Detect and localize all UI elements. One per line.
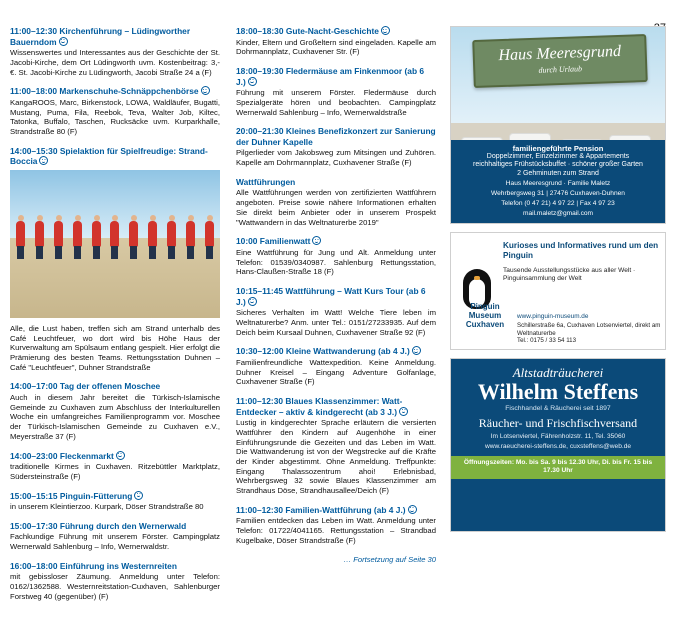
ad-sign (472, 34, 648, 88)
event-entry (10, 521, 220, 552)
event-entry (236, 505, 436, 546)
ad-line-5: Im Lotsenviertel, Fährenholzstr. 11, Tel. 35060 (490, 433, 626, 440)
ad-line-2: reichhaltiges Frühstücksbuffet · schöner großer Garten (473, 161, 643, 168)
event-title: 10:15–11:45 Wattführung – Watt Kurs Tour (ab 6 J.) (236, 286, 426, 307)
event-text: in unserem Kleintierzoo. Kurpark, Döser Strandstraße 80 (10, 502, 204, 512)
smiley-icon (248, 297, 257, 306)
ad-haus-meeresgrund[interactable] (450, 26, 666, 224)
event-entry (236, 26, 436, 57)
event-text: KangaROOS, Marc, Birkenstock, LOWA, Waldläufer, Bugatti, Mustang, Puma, Fila, Reebok, Teva, Walter Job, Kiltec, Tatonka, Buffalo, Taschen, Rucksäcke uvm. Kurparkhalle, Strandstraße 80 (F) (10, 97, 220, 136)
event-text: Auch in diesem Jahr bereitet die Türkisch-Islamische Gemeinde zu Cuxhaven zum Abschluss der Interkulturellen Woche ein umfangreiches Familienprogramm vor. Moschee der Türkisch-Islamischen Gemeinde zu Cuxhaven e.V., Meyerstraße 37 (F) (10, 393, 220, 441)
event-text: Kinder, Eltern und Großeltern sind eingeladen. Kapelle am Dohrmannplatz, Cuxhavener Str. (F) (236, 37, 436, 57)
event-title: 14:00–15:30 Spielaktion für Spielfreudige: Strand-Boccia (10, 145, 208, 167)
ad-website[interactable]: www.pinguin-museum.de (517, 313, 589, 320)
column-left (10, 26, 220, 611)
event-entry (236, 286, 436, 337)
ad-line-1: Doppelzimmer, Einzelzimmer & Appartements (486, 152, 630, 160)
section-text: Alle Wattführungen werden von zertifizierten Wattführern angeboten. Preise sowie nähere Informationen erhalten Sie direkt beim Anbieter oder in unserem Prospekt "Wattwandern in das Weltnaturerbe 2019" (236, 188, 436, 227)
event-text: Fachkundige Führung mit unserem Förster. Campingplatz Wernerwald Sahlenburg – Info, Wernerwaldstr. (10, 532, 220, 552)
event-entry (236, 396, 436, 496)
smiley-icon (248, 77, 257, 86)
smiley-icon (134, 491, 143, 500)
ad-sign-subtitle: durch Urlaub (538, 64, 583, 75)
person-figure (14, 221, 27, 259)
ad-text-box (451, 140, 665, 224)
event-title: 14:00–23:00 Fleckenmarkt (10, 451, 220, 462)
person-figure (146, 221, 159, 259)
person-figure (203, 221, 216, 259)
person-figure (108, 221, 121, 259)
ad-subtitle: Tausende Ausstellungsstücke aus aller Welt · Pinguinsammlung der Welt (503, 267, 636, 282)
event-entry (10, 86, 220, 136)
event-title: 11:00–12:30 Familien-Wattführung (ab 4 J.) (236, 505, 436, 516)
smiley-icon (408, 505, 417, 514)
ad-subtitle: familiengeführte Pension (512, 143, 604, 153)
ad-sign-title: Haus Meeresgrund (498, 42, 622, 65)
event-text: Familien entdecken das Leben im Watt. Anmeldung unter Telefon: 01722/4041165. Rettungsstation – Strandbad Kugelbake, Döser Strandstraße (F) (236, 516, 436, 545)
beach-photo (10, 170, 220, 318)
event-entry (10, 561, 220, 602)
ad-owner: Haus Meeresgrund · Familie Maletz (505, 180, 611, 187)
ad-line-1: Altstadträucherei (512, 365, 604, 380)
smiley-icon (59, 37, 68, 46)
event-text: mit gebissloser Zäumung. Anmeldung unter Telefon: 0162/1362588. Westernreitstation-Cuxhaven, Sahlenburger Forstweg 40 (gegenüber) (F) (10, 572, 220, 601)
column-right-ads (450, 26, 666, 540)
event-text: Familienfreundliche Wattexpedition. Keine Anmeldung. Duhner Kreisel – Eingang Adventure Golfanlage, Cuxhavener Straße (F) (236, 357, 436, 387)
event-text: Führung mit unserem Förster. Fledermäuse durch Spezialgeräte hören und beobachten. Campingplatz Wernerwald Sahlenburg – Info, Wernerwaldstraße (236, 88, 436, 117)
event-entry (10, 451, 220, 482)
section-title: Wattführungen (236, 176, 296, 187)
photo-people-row (10, 214, 220, 258)
event-text: Lustig in kindgerechter Sprache erläutern die versierten Wattführer den Kindern auf Augenhöhe in einer Einführungsrunde die Gezeiten und das Leben im Watt. Die Wattwanderung ist von der Wegstrecke auf die Kräfte der Kinder abgestimmt. Ohne Anmeldung. Treffpunkte: Eingang Thalassozentrum ahoi! Erlebnisbad, Wehrbergsweg 32 sowie Blaues Klassenzimmer am Strandhaus Döse, Strandhausallee/Deich (F) (236, 418, 436, 496)
person-figure (184, 221, 197, 259)
event-title: 11:00–18:00 Markenschuhe-Schnäppchenbörse (10, 86, 220, 97)
event-title: 18:00–18:30 Gute-Nacht-Geschichte (236, 26, 436, 37)
event-title: 20:00–21:30 Kleines Benefizkonzert zur Sanierung der Duhner Kapelle (236, 126, 436, 147)
event-title: 10:30–12:00 Kleine Wattwanderung (ab 4 J.) (236, 346, 436, 357)
event-text: Eine Wattführung für Jung und Alt. Anmeldung unter Telefon: 01539/0340987. Sahlenburg Rettungsstation, Hans-Claußen-Straße 18 (F) (236, 247, 436, 277)
event-text: Wissenswertes und Interessantes aus der Geschichte der St. Jacobi-Kirche, dem Ort Lüdingworth uvm. Kostenbeitrag: 3,- €. St. Jacobi-Kirche zu Lüdingworth, Jacobi Straße 24 a (F) (10, 48, 220, 77)
ad-phone: Tel.: 0175 / 33 54 113 (517, 337, 577, 345)
event-entry (236, 236, 436, 277)
ad-line-3: Fischhandel & Räucherei seit 1897 (505, 405, 611, 412)
event-title: 15:00–17:30 Führung durch den Wernerwald (10, 520, 187, 531)
smiley-icon (399, 407, 408, 416)
ad-museum-name: Pinguin Museum Cuxhaven (465, 302, 505, 329)
event-title: 10:00 Familienwatt (236, 236, 436, 247)
ad-pinguin-museum[interactable] (450, 232, 666, 350)
ad-mail[interactable]: mail.maletz@gmail.com (522, 210, 594, 217)
person-figure (90, 221, 103, 259)
ad-website[interactable]: www.raeucherei-steffens.de, cuxsteffens@web.de (484, 443, 632, 451)
event-entry (10, 491, 220, 512)
smiley-icon (116, 451, 125, 460)
smiley-icon (381, 26, 390, 35)
smiley-icon (412, 346, 421, 355)
ad-altstadtraeucherei[interactable] (450, 358, 666, 532)
ad-phone: Telefon (0 47 21) 4 97 22 | Fax 4 97 23 (501, 200, 615, 207)
event-text: Sicheres Verhalten im Watt! Welche Tiere leben im Weltnaturerbe? Anm. unter Tel.: 0151/27233935. Auf dem Deich beim Kursaal Duhnen, Cuxhavener Straße 92 (F) (236, 308, 436, 337)
person-figure (71, 221, 84, 259)
event-title: 16:00–18:00 Einführung ins Westernreiten (10, 560, 177, 571)
column-middle (236, 26, 436, 564)
smiley-icon (39, 156, 48, 165)
event-title: 11:00–12:30 Kirchenführung – Lüdingworther Bauerndom (10, 26, 191, 47)
watt-section (236, 177, 436, 227)
smiley-icon (312, 236, 321, 245)
event-entry (236, 346, 436, 387)
ad-title: Kurioses und Informatives rund um den Pinguin (503, 241, 659, 260)
event-text: Pilgerlieder vom Jakobsweg zum Mitsingen und Zuhören. Kapelle am Dohrmannplatz, Cuxhavener Straße (F) (236, 148, 436, 168)
ad-opening-hours: Öffnungszeiten: Mo. bis Sa. 9 bis 12.30 Uhr, Di. bis Fr. 15 bis 17.30 Uhr (451, 456, 665, 479)
event-text: Alle, die Lust haben, treffen sich am Strand unterhalb des Café Leuchtfeuer, wo dort wird bis Höhe Haus der Kurverwaltung am Spülsaum entlang gespielt. Hier erfolgt die Prämierung des besten Teams. Rettungsstation Duhnen – Café "Leuchtfeuer", Duhner Strandstraße (10, 323, 220, 372)
event-title: 14:00–17:00 Tag der offenen Moschee (10, 381, 161, 392)
event-entry (10, 146, 220, 373)
person-figure (127, 221, 140, 259)
person-figure (52, 221, 65, 259)
event-entry (236, 66, 436, 117)
event-entry (10, 381, 220, 441)
person-figure (33, 221, 46, 259)
event-title: 18:00–19:30 Fledermäuse am Finkenmoor (ab 6 J.) (236, 66, 425, 87)
person-figure (165, 221, 178, 259)
event-entry (236, 126, 436, 168)
ad-line-4: Räucher- und Frischfischversand (478, 416, 638, 430)
event-title: 15:00–15:15 Pinguin-Fütterung (10, 491, 220, 502)
continuation-note: … Fortsetzung auf Seite 30 (343, 554, 436, 564)
ad-address: Schillerstraße 6a, Cuxhaven Lotsenviertel, direkt am Weltnaturerbe Tel.: 0175 / 33 54 113 (517, 322, 661, 345)
event-title: 11:00–12:30 Blaues Klassenzimmer: Watt-Entdecker – aktiv & kindgerecht (ab 3 J.) (236, 396, 436, 417)
event-text: traditionelle Kirmes in Cuxhaven. Ritzebüttler Marktplatz, Südersteinstraße (F) (10, 462, 220, 481)
ad-line-3: 2 Gehminuten zum Strand (517, 169, 599, 177)
ad-line-2: Wilhelm Steffens (477, 379, 639, 404)
ad-address: Wehrbergsweg 31 | 27476 Cuxhaven-Duhnen (491, 190, 625, 197)
smiley-icon (201, 86, 210, 95)
event-entry (10, 26, 220, 77)
